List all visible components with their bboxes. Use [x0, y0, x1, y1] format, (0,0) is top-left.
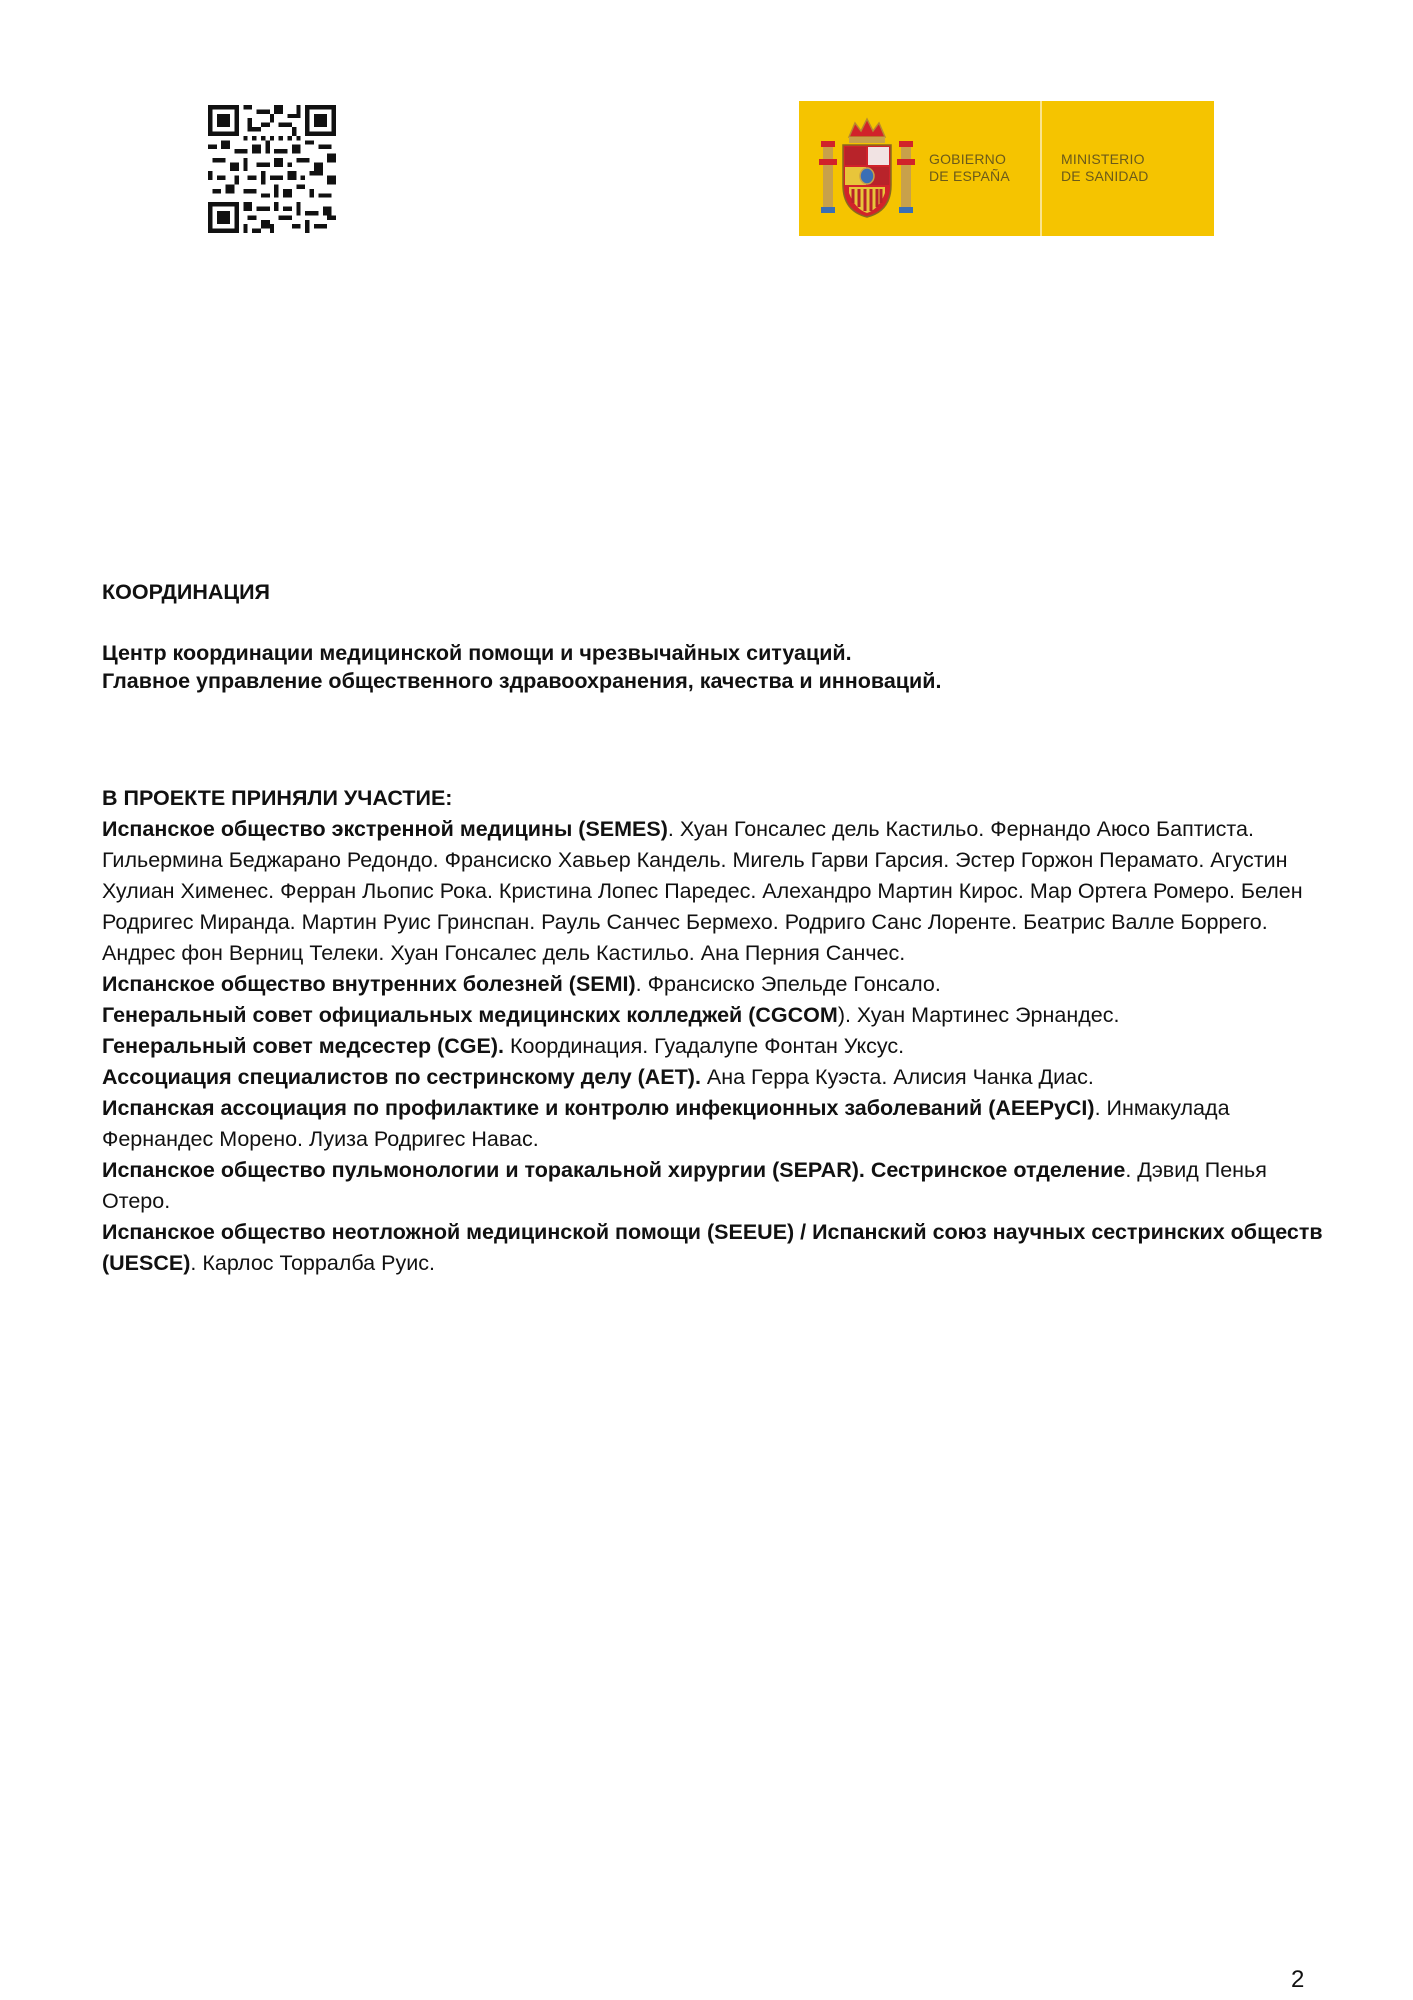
participant-entry	[102, 1217, 1332, 1279]
participant-entry	[102, 969, 1332, 1000]
qr-code-image	[208, 105, 336, 233]
coordination-line: Центр координации медицинской помощи и чрезвычайных ситуаций.	[102, 641, 852, 665]
document-body	[102, 577, 1332, 1279]
participant-names: . Франсиско Эпельде Гонсало.	[635, 972, 941, 996]
coordination-text	[102, 639, 1332, 695]
coordination-line: Главное управление общественного здравоохранения, качества и инноваций.	[102, 669, 942, 693]
participant-names: . Инмакулада Фернандес Морено. Луиза Родригес Навас.	[102, 1096, 1230, 1151]
participant-entry	[102, 814, 1332, 969]
government-name: GOBIERNO DE ESPAÑA	[929, 151, 1010, 184]
coordination-heading: КООРДИНАЦИЯ	[102, 580, 270, 604]
organization-name: Ассоциация специалистов по сестринскому делу (AET).	[102, 1065, 701, 1089]
page-number: 2	[1291, 1966, 1305, 1993]
participants-heading: В ПРОЕКТЕ ПРИНЯЛИ УЧАСТИЕ:	[102, 786, 453, 810]
government-banner	[799, 101, 1214, 236]
organization-name: Испанское общество внутренних болезней (SEMI)	[102, 972, 636, 996]
participant-entry	[102, 1031, 1332, 1062]
participant-names: Координация. Гуадалупе Фонтан Уксус.	[504, 1034, 905, 1058]
participant-names: . Карлос Торралба Руис.	[190, 1251, 435, 1275]
organization-name: Генеральный совет официальных медицинских колледжей (CGCOM	[102, 1003, 838, 1027]
participant-entry	[102, 1000, 1332, 1031]
participant-entry	[102, 1155, 1332, 1217]
organization-name: Испанское общество неотложной медицинской помощи (SEEUE) / Испанский союз научных сестринских обществ (UESCE)	[102, 1220, 1323, 1275]
banner-divider	[1040, 101, 1042, 236]
spain-coat-of-arms-icon	[819, 115, 915, 223]
organization-name: Испанское общество пульмонологии и торакальной хирургии (SEPAR). Сестринское отделение	[102, 1158, 1126, 1182]
organization-name: Генеральный совет медсестер (CGE).	[102, 1034, 504, 1058]
ministry-name: MINISTERIO DE SANIDAD	[1061, 151, 1149, 184]
organization-name: Испанское общество экстренной медицины (SEMES)	[102, 817, 668, 841]
participant-entry	[102, 1093, 1332, 1155]
participants-section	[102, 783, 1332, 1279]
participant-names: Ана Герра Куэста. Алисия Чанка Диас.	[700, 1065, 1094, 1089]
participant-names: ). Хуан Мартинес Эрнандес.	[837, 1003, 1120, 1027]
participant-names: . Хуан Гонсалес дель Кастильо. Фернандо Аюсо Баптиста. Гильермина Беджарано Редондо. Франсиско Хавьер Кандель. Мигель Гарви Гарсия. Эстер Горжон Перамато. Агустин Хулиан Хименес. Ферран Льопис Рока. Кристина Лопес Паредес. Алехандро Мартин Кирос. Мар Ортега Ромеро. Белен Родригес Миранда. Мартин Руис Гринспан. Рауль Санчес Бермехо. Родриго Санс Лоренте. Беатрис Валле Боррего. Андрес фон Верниц Телеки. Хуан Гонсалес дель Кастильо. Ана Перния Санчес.	[102, 817, 1303, 965]
participant-entry	[102, 1062, 1332, 1093]
organization-name: Испанская ассоциация по профилактике и контролю инфекционных заболеваний (AEEPyCI)	[102, 1096, 1095, 1120]
participant-names: . Дэвид Пенья Отеро.	[102, 1158, 1267, 1213]
